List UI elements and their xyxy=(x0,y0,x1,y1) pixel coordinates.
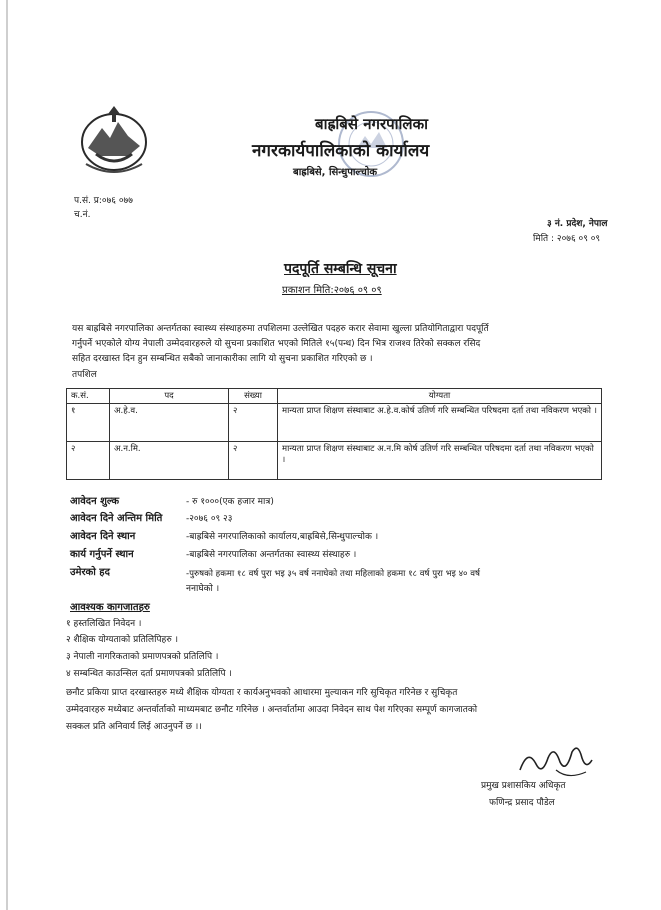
cell-serial: २ xyxy=(67,442,110,480)
document-item: १ हस्तलिखित निवेदन । xyxy=(66,619,142,629)
detail-value-deadline: -२०७६ ०९ २३ xyxy=(186,514,233,524)
table-header-row xyxy=(67,389,602,404)
cell-count: २ xyxy=(229,404,278,442)
intro-line: यस बाह्रबिसे नगरपालिका अन्तर्गतका स्वास्थ्य संस्थाहरुमा तपशिलमा उल्लेखित पदहरु करार सेवामा खुल्ला प्रतियोगिताद्वारा पदपूर्ति xyxy=(72,324,489,334)
dispatch-number: च.नं. xyxy=(74,210,91,220)
detail-label-deadline: आवेदन दिने अन्तिम मिति xyxy=(70,513,163,524)
table-row xyxy=(67,404,602,442)
detail-label-place: आवेदन दिने स्थान xyxy=(70,531,136,542)
intro-line: सहित दरखास्त दिन हुन सम्बन्धित सबैको जानाकारीका लागि यो सुचना प्रकाशित गरिएको छ । xyxy=(72,354,373,364)
closing-line: सक्कल प्रति अनिवार्य लिई आउनुपर्ने छ ।। xyxy=(66,722,202,732)
reference-number: प.सं. प्र:०७६ ०७७ xyxy=(74,196,133,206)
detail-value-fee: - रु १०००(एक हजार मात्र) xyxy=(186,497,274,507)
cell-count: २ xyxy=(229,442,278,480)
documents-heading: आवश्यक कागजातहरु xyxy=(70,602,150,613)
header-qualification: योग्यता xyxy=(278,389,602,404)
header-count: संख्या xyxy=(229,389,278,404)
cell-post: अ.हे.व. xyxy=(110,404,229,442)
detail-value-age-cont: ननाघेको । xyxy=(186,584,220,594)
closing-line: छनौट प्रकिया प्राप्त दरखास्तहरु मध्ये शैक्षिक योग्यता र कार्यअनुभवको आधारमा मुल्याकन गरि सुचिकृत गरिनेछ र सुचिकृत xyxy=(66,688,458,698)
nepal-emblem-icon xyxy=(78,98,150,178)
province: ३ नं. प्रदेश, नेपाल xyxy=(547,219,608,229)
vacancy-table xyxy=(66,388,602,480)
page-edge xyxy=(6,0,8,910)
date-line: मिति : २०७६ ०९ ०९ xyxy=(533,234,601,244)
cell-post: अ.न.मि. xyxy=(110,442,229,480)
table-row xyxy=(67,442,602,480)
document-item: २ शैक्षिक योग्यताको प्रतिलिपिहरु । xyxy=(66,635,178,645)
notice-title: पदपूर्ति सम्बन्धि सूचना xyxy=(284,261,397,277)
header-serial: क.सं. xyxy=(67,389,110,404)
document-item: ४ सम्बन्धित काउन्सिल दर्ता प्रमाणपत्रको प्रतिलिपि । xyxy=(66,669,232,679)
detail-label-age: उमेरको हद xyxy=(70,567,110,578)
tapsil-label: तपशिल xyxy=(72,370,97,380)
detail-value-age: -पुरुषको हकमा १८ वर्ष पुरा भइ ३५ वर्ष ननाघेको तथा महिलाको हकमा १८ वर्ष पुरा भइ ४० वर्ष xyxy=(186,569,480,579)
office-address: बाह्रबिसे, सिन्धुपाल्चोक xyxy=(293,167,378,178)
header-post: पद xyxy=(110,389,229,404)
signatory-name: फणिन्द्र प्रसाद पौडेल xyxy=(489,798,555,808)
published-date: प्रकाशन मिति:२०७६ ०९ ०९ xyxy=(282,285,382,296)
cell-qualification: मान्यता प्राप्त शिक्षण संस्थाबाट अ.न.मि कोर्ष उतिर्ण गरि सम्बन्धित परिषदमा दर्ता तथा नविकरण भएको । xyxy=(278,442,602,480)
detail-label-workplace: कार्य गर्नुपर्ने स्थान xyxy=(70,549,134,560)
org-name: बाह्रबिसे नगरपालिका xyxy=(315,115,428,133)
office-name: नगरकार्यपालिकाको कार्यालय xyxy=(252,141,430,161)
detail-value-place: -बाह्रबिसे नगरपालिकाको कार्यालय,बाह्रबिसे,सिन्धुपाल्चोक । xyxy=(186,532,379,542)
handwritten-signature-icon xyxy=(516,740,596,782)
intro-line: गर्नुपर्ने भएकोले योग्य नेपाली उम्मेदवारहरुले यो सुचना प्रकाशित भएको मितिले १५(पन्ध) दिन भित्र राजश्व तिरेको सक्कल रसिद xyxy=(72,339,481,349)
cell-qualification: मान्यता प्राप्त शिक्षण संस्थाबाट अ.हे.व.कोर्ष उतिर्ण गरि सम्बन्धित परिषदमा दर्ता तथा नविकरण भएको । xyxy=(278,404,602,442)
detail-value-workplace: -बाह्रबिसे नगरपालिका अन्तर्गतका स्वास्थ्य संस्थाहरु । xyxy=(186,550,357,560)
document-item: ३ नेपाली नागरिकताको प्रमाणपत्रको प्रतिलिपि । xyxy=(66,652,219,662)
cell-serial: १ xyxy=(67,404,110,442)
detail-label-fee: आवेदन शुल्क xyxy=(70,496,120,507)
closing-line: उम्मेदवारहरु मध्येबाट अन्तर्वार्ताको माध्यमबाट छनौट गरिनेछ । अन्तर्वार्तामा आउदा निवेदन साथ पेश गरिएका सम्पूर्ण कागजातको xyxy=(66,705,478,715)
signatory-designation: प्रमुख प्रशासकिय अधिकृत xyxy=(481,781,566,791)
